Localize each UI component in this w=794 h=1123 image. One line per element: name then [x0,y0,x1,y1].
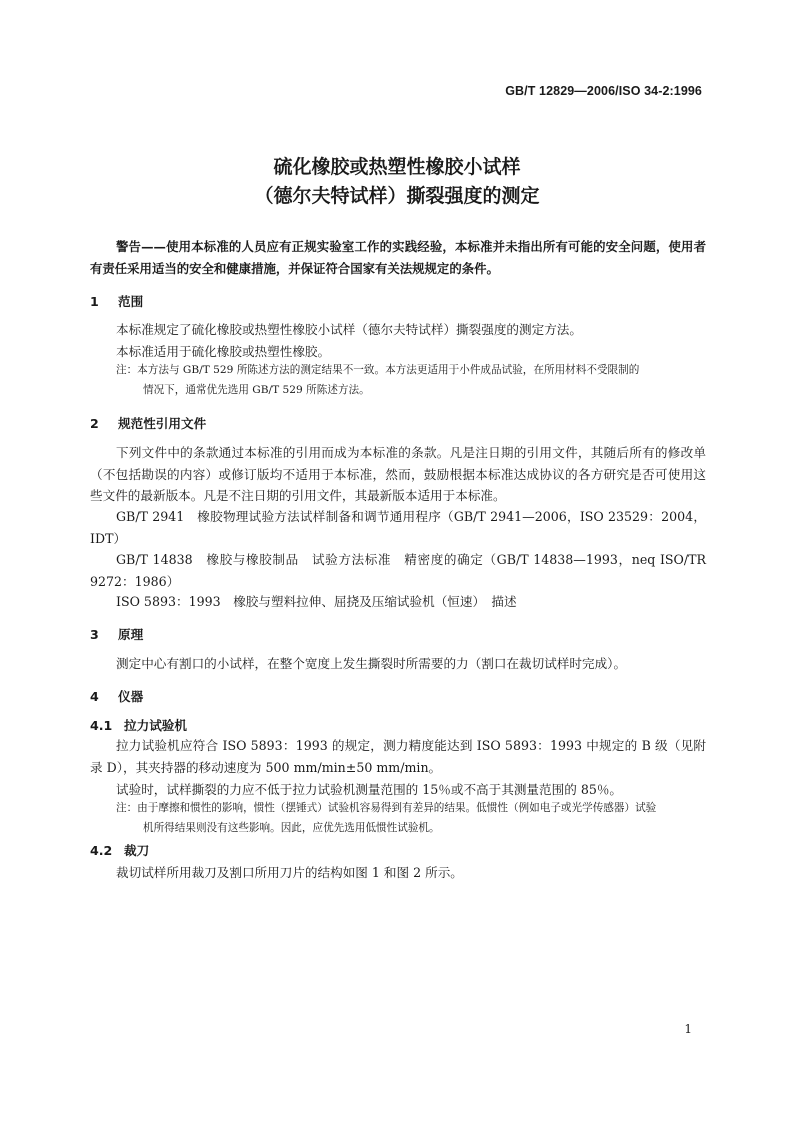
subsection-number: 4.1 [90,718,113,733]
document-title-line-1: 硫化橡胶或热塑性橡胶小试样 [273,156,521,178]
scope-paragraph-1: 本标准规定了硫化橡胶或热塑性橡胶小试样（德尔夫特试样）撕裂强度的测定方法。 [116,322,582,337]
section-2-heading [90,413,206,432]
section-title: 原理 [118,627,144,642]
subsection-4-1-heading [90,715,187,734]
subsection-number: 4.2 [90,843,113,858]
cutter-paragraph: 裁切试样所用裁刀及割口所用刀片的结构如图 1 和图 2 所示。 [116,865,463,880]
scope-paragraph-2: 本标准适用于硫化橡胶或热塑性橡胶。 [116,344,331,359]
tensile-machine-paragraph-2: 试验时，试样撕裂的力应不低于拉力试验机测量范围的 15％或不高于其测量范围的 85％。 [116,782,623,797]
section-3-heading [90,624,143,643]
page-number: 1 [684,1022,692,1036]
section-title: 范围 [118,294,144,309]
subsection-title: 拉力试验机 [124,718,187,733]
section-number: 2 [90,416,99,431]
subsection-title: 裁刀 [124,843,150,858]
section-number: 1 [90,294,99,309]
note-line-1: 注：本方法与 GB/T 529 所陈述方法的测定结果不一致。本方法更适用于小件成品试验，在所用材料不受限制的 [116,364,640,376]
reference-gbt-2941: GB/T 2941 橡胶物理试验方法试样制备和调节通用程序（GB/T 2941—2006，ISO 23529：2004，IDT） [90,509,706,546]
section-4-heading [90,686,143,705]
document-title-line-2: （德尔夫特试样）撕裂强度的测定 [254,185,540,207]
section-title: 仪器 [118,689,144,704]
subsection-4-2-heading [90,840,149,859]
section-1-heading [90,291,143,310]
principle-paragraph: 测定中心有割口的小试样，在整个宽度上发生撕裂时所需要的力（割口在裁切试样时完成）。 [116,656,627,671]
standard-code-header: GB/T 12829—2006/ISO 34-2:1996 [505,84,702,98]
tensile-machine-paragraph-1: 拉力试验机应符合 ISO 5893：1993 的规定，测力精度能达到 ISO 5893：1993 中规定的 B 级（见附录 D），其夹持器的移动速度为 500 mm/min±50 mm/min。 [90,738,706,775]
normative-references-paragraph: 下列文件中的条款通过本标准的引用而成为本标准的条款。凡是注日期的引用文件，其随后所有的修改单（不包括勘误的内容）或修订版均不适用于本标准，然而，鼓励根据本标准达成协议的各方研究是否可使用这些文件的最新版本。凡是不注日期的引用文件，其最新版本适用于本标准。 [90,445,706,503]
reference-iso-5893: ISO 5893：1993 橡胶与塑料拉伸、屈挠及压缩试验机（恒速） 描述 [116,594,517,609]
section-number: 3 [90,627,99,642]
warning-paragraph: 警告——使用本标准的人员应有正规实验室工作的实践经验，本标准并未指出所有可能的安全问题，使用者有责任采用适当的安全和健康措施，并保证符合国家有关法规规定的条件。 [90,239,706,276]
note-line-2: 情况下，通常优先选用 GB/T 529 所陈述方法。 [143,384,370,396]
tensile-machine-note [116,798,706,838]
section-title: 规范性引用文件 [118,416,207,431]
section-number: 4 [90,689,99,704]
note-line-1: 注：由于摩擦和惯性的影响，惯性（摆锤式）试验机容易得到有差异的结果。低惯性（例如电子或光学传感器）试验 [116,802,657,814]
note-line-2: 机所得结果则没有这些影响。因此，应优先选用低惯性试验机。 [143,822,440,834]
scope-note [116,360,706,400]
reference-gbt-14838: GB/T 14838 橡胶与橡胶制品 试验方法标准 精密度的确定（GB/T 14838—1993，neq ISO/TR 9272：1986） [90,552,706,589]
